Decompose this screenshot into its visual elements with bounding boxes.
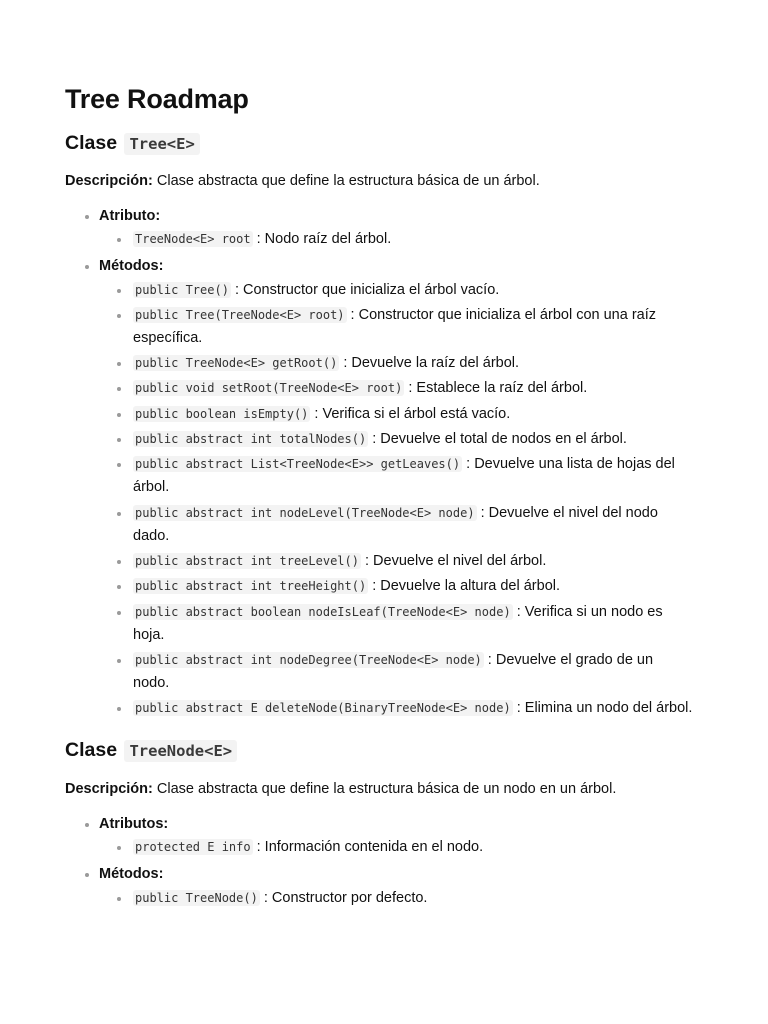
member-signature: public abstract int treeLevel() (135, 553, 359, 568)
page-title: Tree Roadmap (65, 84, 249, 114)
list-item (99, 352, 693, 375)
group-attributes (65, 206, 705, 251)
bullet-dot (117, 314, 121, 318)
group-label: Atributos: (99, 816, 169, 833)
bullet-dot (117, 512, 121, 516)
member-description: : Información contenida en el nodo. (252, 839, 484, 856)
group-label: Métodos: (99, 866, 164, 883)
member-description: : Constructor por defecto. (259, 889, 428, 906)
bullet-dot (85, 215, 89, 219)
bullet-dot (117, 846, 121, 850)
description-text: Clase abstracta que define la estructura básica de un nodo en un árbol. (152, 781, 617, 798)
section-heading-code: Tree<E> (124, 133, 199, 155)
section-tree-class (65, 130, 705, 720)
member-description: : Elimina un nodo del árbol. (512, 700, 693, 717)
member-signature: public Tree() (135, 282, 229, 297)
section-heading (65, 130, 705, 157)
section-description (65, 171, 705, 191)
group-methods (65, 864, 705, 909)
member-signature: public boolean isEmpty() (135, 406, 309, 421)
description-label: Descripción: (65, 781, 153, 798)
bullet-dot (117, 463, 121, 467)
member-description: : Nodo raíz del árbol. (252, 231, 392, 248)
bullet-dot (117, 438, 121, 442)
list-item (99, 279, 693, 302)
group-items (99, 836, 705, 859)
section-heading-prefix: Clase (65, 739, 118, 762)
member-groups (65, 206, 705, 720)
member-description: : Devuelve el nivel del nodo dado. (133, 504, 658, 544)
member-signature: TreeNode<E> root (135, 232, 251, 247)
section-description (65, 779, 705, 799)
group-methods (65, 256, 705, 720)
group-label: Atributo: (99, 208, 161, 224)
member-description: : Devuelve el nivel del árbol. (360, 552, 547, 569)
list-item (99, 428, 693, 451)
list-item (99, 836, 693, 859)
member-signature: public TreeNode<E> getRoot() (135, 356, 338, 371)
list-item (99, 575, 693, 598)
list-item (99, 453, 693, 499)
list-item (99, 403, 693, 426)
member-signature: public abstract int nodeDegree(TreeNode<E> node) (135, 652, 482, 667)
member-signature: public Tree(TreeNode<E> root) (135, 307, 345, 322)
description-label: Descripción: (65, 173, 153, 189)
description-text: Clase abstracta que define la estructura básica de un árbol. (152, 173, 540, 189)
member-signature: public abstract int totalNodes() (135, 432, 367, 447)
member-description: : Devuelve una lista de hojas del árbol. (133, 456, 675, 496)
section-treenode-class (65, 737, 705, 910)
bullet-dot (117, 362, 121, 366)
member-signature: public abstract E deleteNode(BinaryTreeNode<E> node) (135, 701, 511, 716)
group-attributes (65, 814, 705, 859)
list-item (99, 377, 693, 400)
member-signature: public void setRoot(TreeNode<E> root) (135, 381, 403, 396)
list-item (99, 228, 693, 251)
group-items (99, 279, 705, 721)
group-items (99, 228, 705, 251)
bullet-dot (117, 387, 121, 391)
member-description: : Constructor que inicializa el árbol con una raíz específica. (133, 306, 657, 346)
member-signature: public abstract boolean nodeIsLeaf(TreeNode<E> node) (135, 604, 511, 619)
bullet-dot (117, 560, 121, 564)
list-item (99, 649, 693, 695)
list-item (99, 502, 693, 548)
list-item (99, 550, 693, 573)
list-item (99, 304, 693, 350)
member-description: : Devuelve el total de nodos en el árbol. (368, 431, 627, 448)
section-heading-code: TreeNode<E> (124, 740, 237, 762)
member-signature: public abstract List<TreeNode<E>> getLeaves() (135, 457, 461, 472)
member-description: : Devuelve el grado de un nodo. (133, 651, 654, 691)
bullet-dot (85, 265, 89, 269)
member-description: : Devuelve la raíz del árbol. (339, 355, 520, 372)
bullet-dot (85, 873, 89, 877)
member-description: : Verifica si el árbol está vacío. (310, 405, 511, 422)
bullet-dot (117, 585, 121, 589)
group-label: Métodos: (99, 258, 164, 275)
document-page (65, 82, 705, 910)
member-groups (65, 814, 705, 910)
bullet-dot (117, 897, 121, 901)
section-heading-prefix: Clase (65, 132, 118, 154)
bullet-dot (117, 289, 121, 293)
bullet-dot (117, 238, 121, 242)
group-items (99, 887, 705, 910)
member-description: : Devuelve la altura del árbol. (368, 578, 561, 595)
bullet-dot (85, 823, 89, 827)
member-description: : Verifica si un nodo es hoja. (133, 603, 663, 643)
bullet-dot (117, 413, 121, 417)
list-item (99, 601, 693, 647)
member-signature: protected E info (135, 840, 251, 855)
list-item (99, 887, 693, 910)
bullet-dot (117, 707, 121, 711)
list-item (99, 697, 693, 720)
member-signature: public TreeNode() (135, 890, 258, 905)
member-signature: public abstract int nodeLevel(TreeNode<E> node) (135, 505, 475, 520)
member-signature: public abstract int treeHeight() (135, 579, 367, 594)
bullet-dot (117, 611, 121, 615)
member-description: : Establece la raíz del árbol. (404, 380, 588, 397)
section-heading (65, 737, 705, 764)
bullet-dot (117, 659, 121, 663)
member-description: : Constructor que inicializa el árbol vacío. (230, 281, 500, 298)
